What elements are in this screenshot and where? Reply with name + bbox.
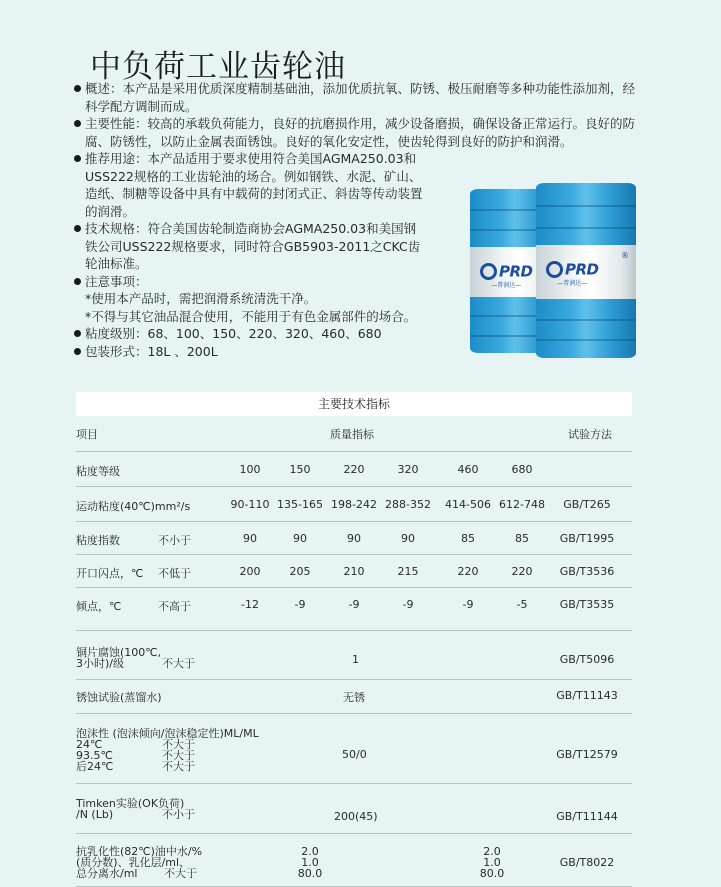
table-row: 运动粘度(40℃)mm²/s 90-110 135-165 198-242 288-352 414-506 612-748 GB/T265 bbox=[76, 487, 632, 522]
table-row-demulsibility: 抗乳化性(82℃)油中水/% (质分数)、乳化层/ml、 总分离水/ml 不大于 2.0 1.0 80.0 2.0 1.0 80.0 GB/T8022 bbox=[76, 834, 632, 887]
brand-logo: PRD —普润达— bbox=[480, 261, 533, 289]
oil-drum-front bbox=[536, 183, 636, 358]
performance-item: 主要性能：较高的承载负荷能力，良好的抗磨损作用，减少设备磨损，确保设备正常运行。良好的防腐、防锈性，以防止金属表面锈蚀。良好的氧化安定性，使齿轮得到良好的防护和润滑。 bbox=[74, 115, 644, 150]
table-header-row: 项目 质量指标 试验方法 bbox=[76, 416, 632, 452]
brand-logo: PRD —普润达— bbox=[546, 259, 599, 287]
table-row-rust: 锈蚀试验(蒸馏水) 无锈 GB/T11143 bbox=[76, 680, 632, 714]
usage-item: 推荐用途：本产品适用于要求使用符合美国AGMA250.03和USS222规格的工业齿轮油的场合。例如钢铁、水泥、矿山、造纸、制糖等设备中具有中载荷的封闭式正、斜齿等传动装置的润滑。 bbox=[74, 150, 425, 220]
logo-mark-icon bbox=[546, 261, 563, 278]
table-row: 开口闪点，℃ 不低于 200 205 210 215 220 220 GB/T3536 bbox=[76, 555, 632, 588]
table-row: 倾点，℃ 不高于 -12 -9 -9 -9 -9 -5 GB/T3535 bbox=[76, 598, 615, 613]
spec-item: 技术规格：符合美国齿轮制造商协会AGMA250.03和美国钢铁公司USS222规格要求，同时符合GB5903-2011之CKC齿轮油标准。 bbox=[74, 220, 425, 273]
bullet-icon bbox=[74, 278, 81, 285]
bullet-icon bbox=[74, 85, 81, 92]
table-row-foam: 泡沫性 (泡沫倾向/泡沫稳定性)ML/ML 24℃ 93.5℃ 后24℃ 不大于 不大于 不大于 50/0 GB/T12579 bbox=[76, 727, 618, 773]
bullet-icon bbox=[74, 330, 81, 337]
bullet-icon bbox=[74, 348, 81, 355]
table-row: 粘度指数 不小于 90 90 90 90 85 85 GB/T1995 bbox=[76, 522, 632, 555]
note-1: *使用本产品时，需把润滑系统清洗干净。 bbox=[85, 291, 317, 306]
table-row-timken: Timken实验(OK负荷) /N (Lb) 不小于 200(45) GB/T11144 bbox=[76, 783, 632, 834]
logo-mark-icon bbox=[480, 263, 497, 280]
table-title: 主要技术指标 bbox=[76, 392, 632, 416]
note-2: *不得与其它油品混合使用，不能用于有色金属部件的场合。 bbox=[85, 308, 417, 324]
bullet-icon bbox=[74, 155, 81, 162]
spec-table bbox=[76, 392, 632, 887]
registered-mark: ® bbox=[621, 251, 629, 260]
notes-item: 注意事项： bbox=[74, 273, 644, 291]
overview-item: 概述：本产品是采用优质深度精制基础油，添加优质抗氧、防锈、极压耐磨等多种功能性添加剂，经科学配方调制而成。 bbox=[74, 80, 644, 115]
packaging-item: 包装形式：18L 、200L bbox=[74, 343, 644, 361]
grades-item: 粘度级别：68、100、150、220、320、460、680 bbox=[74, 325, 644, 343]
product-image-drums bbox=[466, 183, 636, 358]
table-row-grade: 粘度等级 100 150 220 320 460 680 bbox=[76, 452, 632, 487]
page-title: 中负荷工业齿轮油 bbox=[90, 48, 346, 85]
bullet-icon bbox=[74, 120, 81, 127]
bullet-icon bbox=[74, 225, 81, 232]
table-row-copper: 铜片腐蚀(100℃, 3小时)/级 不大于 1 GB/T5096 bbox=[76, 630, 632, 680]
